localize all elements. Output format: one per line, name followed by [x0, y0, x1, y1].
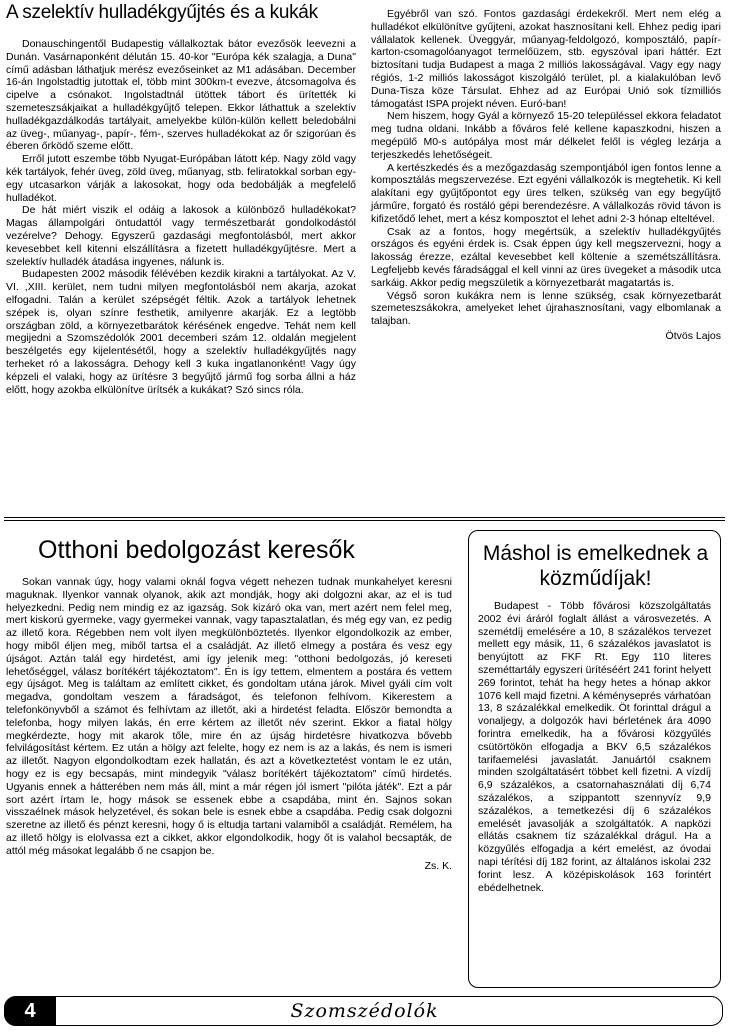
article1-paragraph: Nem hiszem, hogy Gyál a környező 15-20 településsel ekkora feladatot meg tudna oldani. Inkább a főváros felé kellene kapaszkodni, hiszen a megépülő M0-s autópálya most már délkelet felől is végleg lezárja a terjeszkedés lehetőségeit.	[371, 110, 721, 161]
article2-author: Zs. K.	[424, 859, 452, 872]
article2-paragraph: Sokan vannak úgy, hogy valami oknál fogva végett nehezen tudnak munkahelyet keresni maguknak. Ilyenkor vannak olyanok, akik azt mondják, hogy aki dolgozni akar, az el is tud helyezkedni. Pedig nem mindig ez az igazság. Sok kizáró oka van, mert azért nem felel meg, mert kiskorú gyermeke, vagy gyermekei vannak, vagy tapasztalatlan, és még egy van, ez pedig az illető kora. Régebben nem volt ilyen megkülönböztetés. Ilyenkor elgondolkozik az ember, hogy miből éljen meg, miből tartsa el a családját. Az illető elmegy a postára és vesz egy újságot. Aztán talál egy hirdetést, ami így jelenik meg: "otthoni bedolgozás, jó kereseti lehetőséggel, válasz borítékért tájékoztatom". Én is így tettem, elmentem a postára és vettem egy újságot. Meg is találtam az említett cikket, és gondoltam utána járok. Mivel gyáli cím volt megadva, gondoltam veszem a fáradságot, és telefonon felhívom. Kikerestem a telefonkönyvből a számot és felhívtam az illetőt, aki a hirdetést feladta. Először bemondta a telefonba, hogy milyen lakás, én erre kértem az illetőt név szerint. Ekkor a fiatal hölgy megkérdezte, hogy mit akarok tőle, mire én az újság hirdetésre hivatkozva bővebb felvilágosítást kértem. Ez után a hölgy azt felelte, hogy ez nem is az a lakás, és nem is ismeri az illetőt. Nagyon elgondolkodtam ezek hallatán, és azt a következtetést vontam le ez után, hogy ez is egy becsapás, mint mindegyik "válasz borítékért tájékoztatom" című hirdetés. Ugyanis ennek a hátterében nem más áll, mint a már régen jól ismert "pilóta játék". Ezt a pár sort azért írtam le, hogy mások se essenek ebbe a csapdába, mint én. Sajnos sokan visszaélnek mások helyzetével, és sokan bele is esnek ebbe a csapdába. Pedig csak dolgozni szeretne az illető és pénzt keresni, hogy ő is eltudja tartani valamiből a családját. Remélem, ha az illető hölgy is elolvassa ezt a cikket, akkor elgondolkodik, hogy őt is valahol becsapták, de attól még másokat legalább ő ne csapjon be.	[6, 576, 452, 857]
article1-author: Ötvös Lajos	[665, 329, 721, 342]
article1-paragraph: De hát miért viszik el odáig a lakosok a különböző hulladékokat? Magas állampolgári öntudattól vagy természetbarát gondolkodástól vezérelve? Dehogy. Egyszerű gazdasági megfontolásból, mert akkor kevesebbet kell kitenni elszállításra a fizetett hulladékgyűjtésre. Mert a szelektív hulladék átadása ingyenes, nálunk is.	[6, 204, 356, 268]
article3-title: Máshol is emelkednek a közműdíjak!	[482, 542, 709, 590]
paper-name: Szomszédolók	[290, 1000, 439, 1022]
article1-paragraph: A kertészkedés és a mezőgazdaság szempontjából igen fontos lenne a komposztálás megszervezése. Ezt egyéni vállalkozók is megtehetik. Ki kell alakítani egy gyűjtőpontot egy üres telken, szükség van egy begyűjtő járműre, forgató és rostáló gépi berendezésre. A vállalkozás rövid távon is kifizetődő lehet, mert a kész komposztot el lehet adni 2-3 hónap elteltével.	[371, 161, 721, 225]
article3-body	[478, 600, 711, 894]
page-number: 4	[4, 996, 56, 1026]
article1-paragraph: Végső soron kukákra nem is lenne szükség, csak környezetbarát szemeteszsákokra, amelyeket lehet újrahasznosítani, vagy elbomlanak a talajban.	[371, 289, 721, 328]
article1-paragraph: Budapesten 2002 második félévében kezdik kirakni a tartályokat. Az V. VI. ,XIII. kerület, nem tudni milyen megfontolásból nem akarja, azokat elfogadni. Talán a kerület szépségét féltik. Azok a tartályok lehetnek szépek is, olyan színre festhetik, amilyenre akarják. Ez a legtöbb országban zöld, a környezetbarátok kérésének engedve. Tehát nem kell megijedni a Szomszédolók 2001 decemberi szám 12. oldalán megjelent beszélgetés egy kijelentésétől, hogy a szelektív hulladékgyűjtés nagy terheket ró a lakosságra. Dehogy kell 3 kuka ingatlanonként! Vagy úgy képzeli el valaki, hogy az ürítésre 3 begyűjtő jármű fog sorba állni a ház előtt, hogy azokba elkülönítve ürítsék a kukákat? Szó sincs róla.	[6, 268, 356, 396]
article1-paragraph: Donauschingentől Budapestig vállalkoztak bátor evezősök leevezni a Dunán. Vasárnaponként délután 15. 40-kor "Európa kék szalagja, a Duna" című adásban láthatjuk merész evezőseinket az M1 adásában. December 16-án Ingolstadtig jutottak el, több mint 300km-t evezve, átcsomagolva és cipelve a csónakot. Ingolstadtnál ütöttek tábort és ürítették ki szemeteszsákjaikat a hulladékgyűjtő telepen. Ekkor láthattuk a szelektív hulladékgazdálkodás tartályait, amelyekbe külön-külön kellett beledobálni az üveg-, műanyag-, papír-, fém-, szerves hulladékokat az őr szigorúan és éberen őrködő szeme előtt.	[6, 38, 356, 153]
article1-title: A szelektív hulladékgyűjtés és a kukák	[6, 2, 318, 23]
article1-paragraph: Csak az a fontos, hogy megértsük, a szelektív hulladékgyűjtés országos és egyéni érdek is. Csak éppen úgy kell megszervezni, hogy a lakosság érezze, ezáltal kevesebbet kell költenie a szemétszállításra. Legfeljebb kevés fáradsággal el kell vinni az üres üvegeket a második utca sarkáig. Akkor pedig megszületik a környezetbarát magatartás is.	[371, 225, 721, 289]
section-divider	[4, 520, 725, 521]
article1-column-right	[371, 8, 721, 343]
article1-paragraph: Egyébről van szó. Fontos gazdasági érdekekről. Mert nem elég a hulladékot elkülönítve gyűjteni, azokat hasznosítani kell. Ehhez pedig ipari vállalatok kellenek. Üveggyár, műanyag-feldolgozó, komposztáló, papír-karton-csomagolóanyagot termelőüzem, stb. egyszóval ipari háttér. Ezt biztosítani tudja Budapest a maga 2 milliós lakosságával. Vagy egy nagy régiós, 1-2 milliós lakosságot kiszolgáló terület, pl. a kialakulóban levő Duna-Tisza köze Társulat. Ehhez ad az Európai Unió sok tízmilliós támogatást ISPA projekt néven. Euró-ban!	[371, 8, 721, 110]
article3-paragraph: Budapest - Több fővárosi közszolgáltatás 2002 évi áráról foglalt állást a városvezetés. A szemétdíj emelésére a 10, 8 százalékos tervezet mellett egy másik, 11, 6 százalékos javaslatot is benyújtott az FKF Rt. Egy 110 literes szeméttartály egyszeri ürítéséért 241 forint helyett 269 forintot, tehát ha hegy hetes a hónap akkor 1076 kell majd fizetni. A kéményseprés várhatóan 13, 8 százalékkal emelkedik. Öt forinttal drágul a vonaljegy, a dolgozók havi bérletének ára 4090 forintra emelkedik, ha a fővárosi közgyűlés csütörtökön elfogadja a BKV 6,5 százalékos tarifaemelési javaslatát. Januártól csaknem minden szolgáltatásért többet kell fizetni. A vízdíj 6,9 százalékos, a csatornahasználati díj 6,74 százalékos, a szippantott szennyvíz 9,9 százalékos, a temetkezési díj 6 százalékos emelését javasolják a szolgáltatók. A napközi ellátás csaknem tíz százalékkal drágul. Ha a közgyűlés elfogadja a kért emelést, az óvodai napi térítési díj 182 forint, az általános iskolai 232 forint lesz. A középiskolások 163 forintért ebédelhetnek.	[478, 600, 711, 894]
article2-title: Otthoni bedolgozást keresők	[38, 536, 355, 564]
article1-paragraph: Erről jutott eszembe több Nyugat-Európában látott kép. Nagy zöld vagy kék tartályok, fehér üveg, zöld üveg, műanyag, stb. feliratokkal sorban egy-egy utcasarkon várják a lakosokat, hogy oda bedobálják a megfelelő hulladékot.	[6, 153, 356, 204]
article2-body	[6, 576, 452, 872]
article1-column-left	[6, 38, 356, 396]
section-divider	[4, 517, 725, 518]
